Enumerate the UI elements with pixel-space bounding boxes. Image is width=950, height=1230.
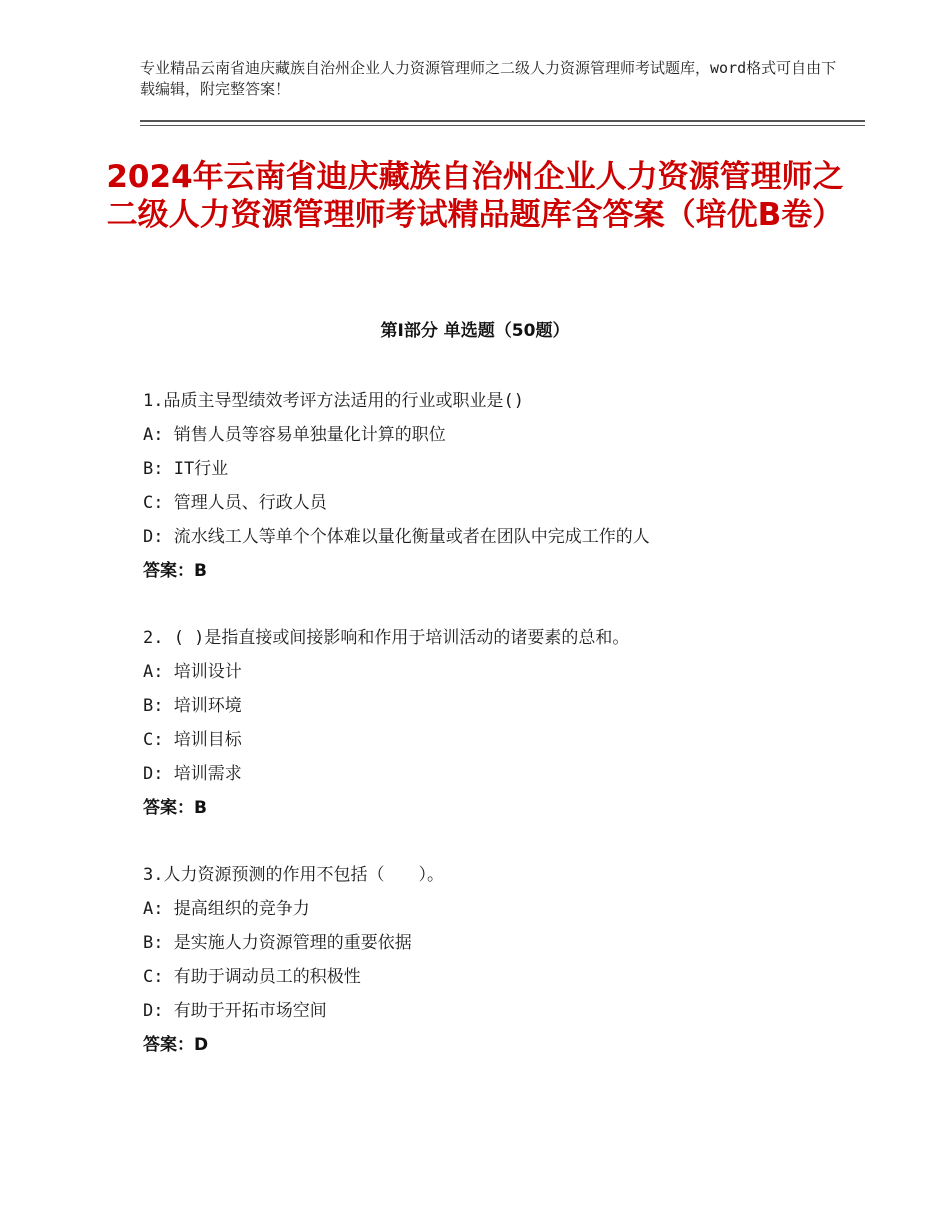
- option-b: B: 是实施人力资源管理的重要依据: [143, 933, 412, 953]
- header-rule-thin: [140, 125, 865, 126]
- question-list: [143, 384, 863, 1095]
- question-stem: 1.品质主导型绩效考评方法适用的行业或职业是(): [143, 391, 524, 411]
- answer: 答案：D: [143, 1035, 209, 1055]
- header-rule-thick: [140, 120, 865, 122]
- option-c: C: 管理人员、行政人员: [143, 493, 327, 513]
- question-1: [143, 384, 863, 588]
- answer: 答案：B: [143, 798, 207, 818]
- question-stem: 2. ( )是指直接或间接影响和作用于培训活动的诸要素的总和。: [143, 628, 630, 648]
- header-note: 专业精品云南省迪庆藏族自治州企业人力资源管理师之二级人力资源管理师考试题库，word格式可自由下载编辑，附完整答案！: [140, 59, 837, 98]
- question-3: [143, 858, 863, 1062]
- option-c: C: 有助于调动员工的积极性: [143, 967, 361, 987]
- question-stem: 3.人力资源预测的作用不包括（ ）。: [143, 865, 444, 885]
- option-d: D: 培训需求: [143, 764, 242, 784]
- option-b: B: IT行业: [143, 459, 229, 479]
- option-a: A: 销售人员等容易单独量化计算的职位: [143, 425, 446, 445]
- question-2: [143, 621, 863, 825]
- option-a: A: 提高组织的竞争力: [143, 899, 310, 919]
- section-heading: 第Ⅰ部分 单选题（50题）: [380, 321, 570, 341]
- answer: 答案：B: [143, 561, 207, 581]
- document-title: 2024年云南省迪庆藏族自治州企业人力资源管理师之二级人力资源管理师考试精品题库含答案（培优B卷）: [106, 159, 844, 233]
- option-a: A: 培训设计: [143, 662, 242, 682]
- option-c: C: 培训目标: [143, 730, 242, 750]
- option-d: D: 流水线工人等单个个体难以量化衡量或者在团队中完成工作的人: [143, 527, 650, 547]
- option-b: B: 培训环境: [143, 696, 242, 716]
- option-d: D: 有助于开拓市场空间: [143, 1001, 327, 1021]
